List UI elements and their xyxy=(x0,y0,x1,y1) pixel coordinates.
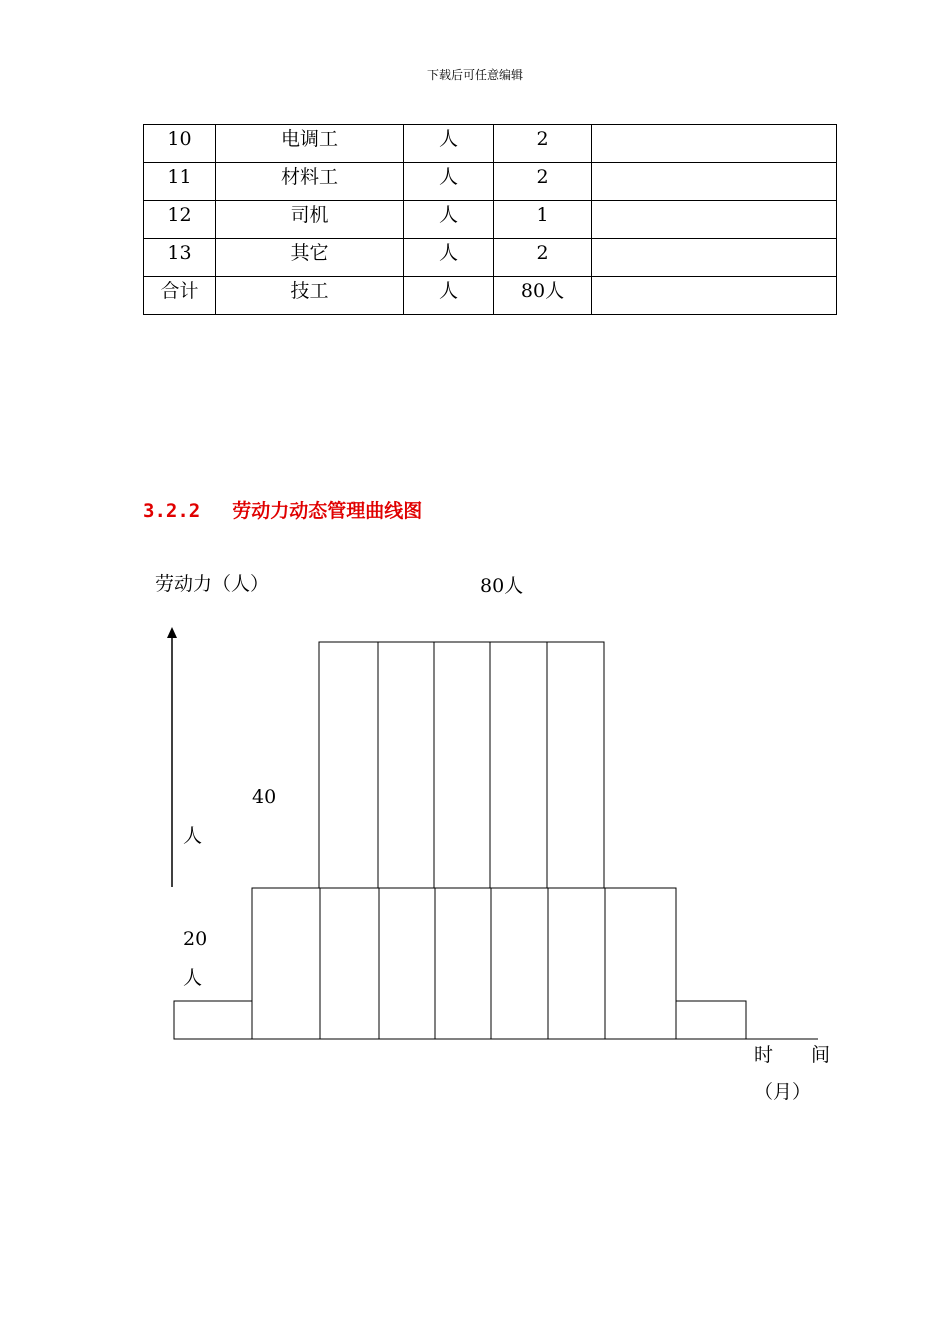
cell-unit: 人 xyxy=(404,277,494,315)
y-axis-label: 劳动力（人） xyxy=(155,573,270,595)
bar xyxy=(252,888,320,1039)
cell-unit: 人 xyxy=(404,125,494,163)
bar xyxy=(379,888,435,1039)
cell-row-number: 11 xyxy=(144,163,216,201)
page-header: 下载后可任意编辑 xyxy=(426,68,523,82)
bar xyxy=(548,888,605,1039)
x-axis-label: 时 间 xyxy=(754,1044,831,1066)
cell-row-number: 10 xyxy=(144,125,216,163)
cell-count: 80人 xyxy=(494,277,592,315)
level-20-unit: 人 xyxy=(183,967,203,989)
cell-count: 2 xyxy=(494,239,592,277)
section-title: 劳动力动态管理曲线图 xyxy=(232,500,423,522)
cell-count: 2 xyxy=(494,163,592,201)
bar xyxy=(605,888,676,1039)
cell-unit: 人 xyxy=(404,239,494,277)
bar-upper xyxy=(378,642,434,888)
cell-trade: 技工 xyxy=(216,277,404,315)
bar xyxy=(491,888,548,1039)
cell-row-number: 合计 xyxy=(144,277,216,315)
level-40-label: 40 xyxy=(252,786,277,808)
cell-trade: 司机 xyxy=(216,201,404,239)
y-axis-arrow-icon xyxy=(167,627,177,638)
cell-trade: 材料工 xyxy=(216,163,404,201)
cell-row-number: 12 xyxy=(144,201,216,239)
cell-unit: 人 xyxy=(404,201,494,239)
level-20-label: 20 xyxy=(183,928,208,950)
bar-upper xyxy=(490,642,547,888)
bar-upper xyxy=(319,642,378,888)
bar xyxy=(174,1001,252,1039)
bar xyxy=(320,888,379,1039)
bar xyxy=(435,888,491,1039)
cell-trade: 其它 xyxy=(216,239,404,277)
cell-row-number: 13 xyxy=(144,239,216,277)
bar-upper xyxy=(547,642,604,888)
x-axis-unit-label: （月） xyxy=(754,1081,812,1103)
level-40-unit: 人 xyxy=(183,825,203,847)
cell-count: 2 xyxy=(494,125,592,163)
bar xyxy=(676,1001,746,1039)
peak-label: 80人 xyxy=(480,575,524,597)
cell-unit: 人 xyxy=(404,163,494,201)
bar-upper xyxy=(434,642,490,888)
section-number: 3.2.2 xyxy=(143,500,201,522)
cell-trade: 电调工 xyxy=(216,125,404,163)
cell-count: 1 xyxy=(494,201,592,239)
